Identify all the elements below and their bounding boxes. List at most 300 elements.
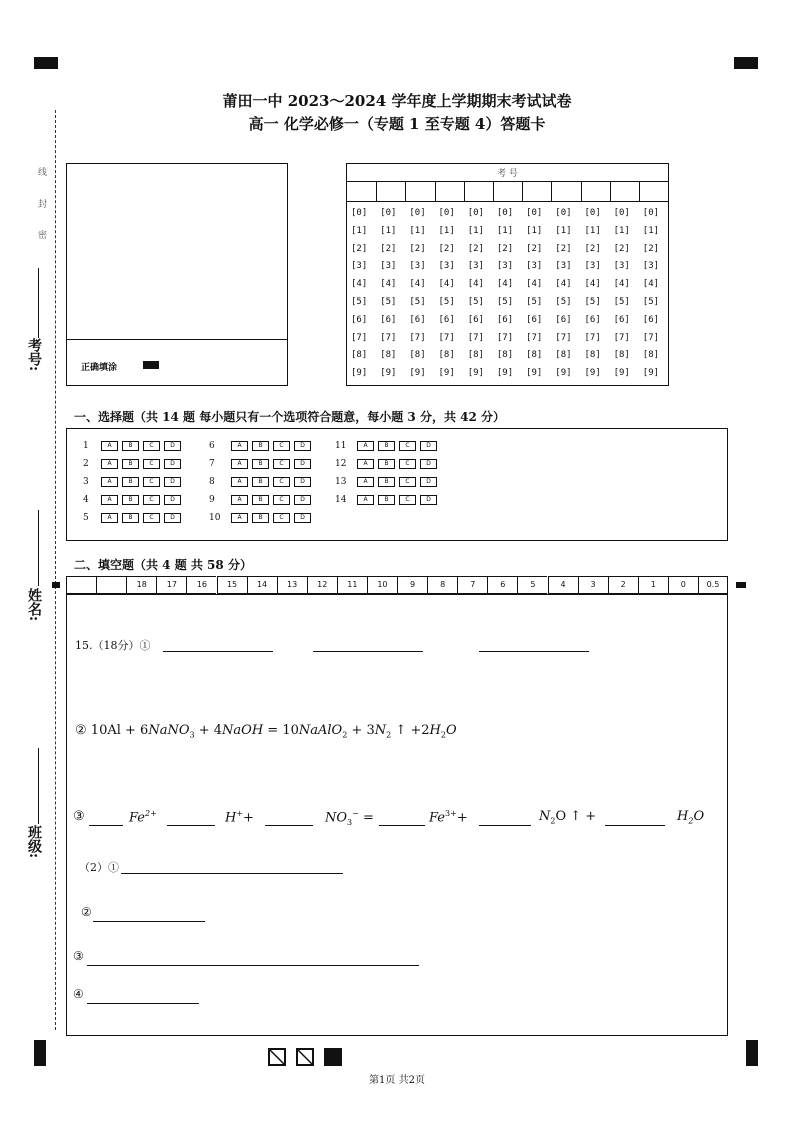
exam-number-col-divider: [551, 181, 552, 201]
score-cell[interactable]: 0.5: [698, 576, 728, 594]
exam-number-bubble[interactable]: [0]: [555, 208, 572, 218]
mcq-option-bubble[interactable]: B: [122, 441, 139, 451]
mcq-question: [209, 459, 315, 471]
exam-number-bubble[interactable]: [3]: [526, 261, 543, 272]
score-cell[interactable]: 1: [638, 576, 668, 594]
part2-4-label: ④: [73, 987, 84, 1001]
q15-blank-3[interactable]: [479, 639, 589, 652]
exam-number-bubble[interactable]: [1]: [351, 225, 368, 236]
score-cell[interactable]: 16: [186, 576, 216, 594]
mcq-option-bubble[interactable]: A: [101, 477, 118, 487]
mcq-question: [335, 441, 441, 453]
exam-number-bubble[interactable]: [1]: [642, 225, 660, 236]
q15-blank-1[interactable]: [163, 639, 273, 652]
exam-number-bubble[interactable]: [0]: [438, 208, 455, 218]
eq2-naalo-sub: 2: [342, 730, 348, 740]
mcq-option-bubble[interactable]: C: [143, 477, 160, 487]
exam-number-bubble[interactable]: [5]: [613, 297, 630, 307]
exam-number-bubble[interactable]: [8]: [351, 350, 368, 361]
name-field-line[interactable]: [38, 510, 39, 586]
eq2-prefix: ②: [75, 723, 87, 738]
mcq-question-number: 4: [83, 495, 89, 505]
exam-number-bubble[interactable]: [8]: [409, 350, 426, 361]
exam-number-bubble[interactable]: [3]: [438, 261, 455, 272]
score-cell[interactable]: 4: [548, 576, 578, 594]
mcq-option-bubble[interactable]: D: [420, 495, 437, 505]
mcq-option-bubble[interactable]: D: [420, 477, 437, 487]
mcq-question-number: 6: [209, 441, 215, 451]
seal-char-mi: 密: [38, 231, 48, 241]
score-cell[interactable]: 13: [277, 576, 307, 594]
score-cell[interactable]: 18: [126, 576, 156, 594]
bottom-mark-slash-2: [296, 1048, 314, 1066]
exam-number-bubble[interactable]: [2]: [613, 243, 630, 254]
eq2-nano: NaNO: [148, 723, 190, 738]
mcq-question: [83, 459, 185, 471]
exam-number-col-divider: [522, 181, 523, 201]
exam-number-bubble[interactable]: [2]: [467, 243, 484, 254]
exam-number-bubble[interactable]: [2]: [526, 243, 543, 254]
exam-number-bubble[interactable]: [9]: [496, 368, 514, 379]
q15-part2-3: [73, 949, 84, 963]
exam-number-bubble[interactable]: [7]: [467, 332, 484, 343]
exam-number-bubble[interactable]: [7]: [438, 332, 455, 343]
exam-number-col-divider: [435, 181, 436, 201]
q15-equation-2: [75, 723, 457, 740]
mcq-option-bubble[interactable]: B: [378, 495, 395, 505]
exam-number-bubble[interactable]: [3]: [380, 261, 397, 272]
exam-number-line-1: [347, 181, 668, 182]
eq3-blank-5[interactable]: [479, 811, 531, 826]
mcq-question: [209, 495, 315, 507]
exam-number-bubble[interactable]: [5]: [380, 297, 397, 307]
mcq-option-bubble[interactable]: B: [378, 477, 395, 487]
exam-number-bubble[interactable]: [2]: [642, 243, 660, 254]
mcq-option-bubble[interactable]: A: [101, 441, 118, 451]
exam-number-bubble[interactable]: [8]: [555, 350, 572, 361]
exam-number-bubble[interactable]: [8]: [526, 350, 543, 361]
exam-number-bubble[interactable]: [6]: [380, 314, 397, 325]
eq3-fe2: $Fe^{2+}$: [129, 809, 157, 826]
eq3-fe3: $Fe^{3+}+$: [429, 809, 468, 826]
mcq-option-bubble[interactable]: D: [294, 477, 311, 487]
barcode-divider: [67, 339, 287, 340]
exam-number-bubble[interactable]: [8]: [380, 350, 397, 361]
exam-number-col-divider: [581, 181, 582, 201]
q15-equation-3: [73, 809, 723, 829]
exam-number-bubble[interactable]: [0]: [496, 208, 514, 218]
exam-number-bubble[interactable]: [3]: [555, 261, 572, 272]
mcq-option-bubble[interactable]: B: [378, 441, 395, 451]
exam-number-bubble[interactable]: [4]: [642, 279, 660, 290]
part2-label: （2）①: [79, 861, 119, 874]
score-cell[interactable]: 7: [457, 576, 487, 594]
mcq-option-bubble[interactable]: A: [231, 441, 248, 451]
correct-fill-sample: [143, 361, 159, 369]
exam-number-bubble[interactable]: [7]: [496, 332, 514, 343]
score-cell[interactable]: 15: [217, 576, 247, 594]
exam-number-line-2: [347, 201, 668, 202]
exam-number-bubble[interactable]: [9]: [613, 368, 630, 379]
exam-number-bubble[interactable]: [0]: [380, 208, 397, 218]
section1-title: 一、选择题（共 14 题 每小题只有一个选项符合题意，每小题 3 分，共 42 分）: [74, 410, 505, 424]
mcq-question-number: 12: [335, 459, 347, 469]
mcq-option-bubble[interactable]: D: [164, 477, 181, 487]
part2-2-label: ②: [81, 905, 92, 919]
exam-number-bubble[interactable]: [0]: [613, 208, 630, 218]
exam-number-bubble[interactable]: [6]: [496, 314, 514, 325]
mcq-question: [83, 477, 185, 489]
exam-number-bubble[interactable]: [5]: [584, 297, 601, 307]
exam-number-bubble[interactable]: [0]: [467, 208, 484, 218]
exam-number-bubble[interactable]: [7]: [351, 332, 368, 343]
score-cell[interactable]: 14: [247, 576, 277, 594]
mcq-option-bubble[interactable]: A: [231, 513, 248, 523]
part2-blank-4[interactable]: [87, 989, 199, 1004]
score-cell[interactable]: 11: [337, 576, 367, 594]
exam-number-bubble[interactable]: [0]: [409, 208, 426, 218]
exam-number-bubble[interactable]: [3]: [409, 261, 426, 272]
exam-number-bubble[interactable]: [5]: [438, 297, 455, 307]
exam-number-bubble[interactable]: [1]: [555, 225, 572, 236]
eq2-h-sub: 2: [440, 730, 446, 740]
mcq-question-number: 9: [209, 495, 215, 505]
mcq-question: [83, 513, 185, 525]
score-cell[interactable]: 8: [427, 576, 457, 594]
mcq-option-bubble[interactable]: C: [399, 495, 416, 505]
corner-mark-bottom-left: [34, 1040, 46, 1066]
eq3-blank-1[interactable]: [89, 811, 123, 826]
mcq-option-bubble[interactable]: A: [231, 495, 248, 505]
section2-title: 二、填空题（共 4 题 共 58 分）: [74, 558, 252, 572]
exam-number-bubble[interactable]: [2]: [380, 243, 397, 254]
exam-no-label: 考号:: [26, 338, 42, 372]
page-subtitle: 高一 化学必修一（专题 1 至专题 4）答题卡: [248, 115, 546, 133]
exam-number-bubble[interactable]: [9]: [380, 368, 397, 379]
mcq-option-bubble[interactable]: D: [294, 513, 311, 523]
exam-number-bubble[interactable]: [5]: [351, 297, 368, 307]
exam-number-bubble[interactable]: [0]: [351, 208, 368, 218]
score-cell[interactable]: 10: [367, 576, 397, 594]
eq2-nano-sub: 3: [189, 730, 195, 740]
mcq-option-bubble[interactable]: C: [399, 459, 416, 469]
exam-number-bubble[interactable]: [3]: [351, 261, 368, 272]
exam-number-bubble[interactable]: [7]: [555, 332, 572, 343]
eq3-blank-3[interactable]: [265, 811, 313, 826]
exam-number-bubble[interactable]: [9]: [555, 368, 572, 379]
exam-number-bubble[interactable]: [1]: [438, 225, 455, 236]
exam-number-bubble[interactable]: [2]: [584, 243, 601, 254]
mcq-option-bubble[interactable]: D: [164, 459, 181, 469]
exam-number-bubble[interactable]: [1]: [613, 225, 630, 236]
name-label: 姓名:: [26, 588, 42, 622]
exam-number-bubble[interactable]: [0]: [584, 208, 601, 218]
corner-mark-top-right: [734, 57, 758, 69]
exam-number-bubble[interactable]: [4]: [496, 279, 514, 290]
exam-number-bubble[interactable]: [7]: [584, 332, 601, 343]
corner-mark-top-left: [34, 57, 58, 69]
eq2-naalo: NaAlO: [298, 723, 343, 738]
mcq-option-bubble[interactable]: B: [252, 459, 269, 469]
exam-number-bubble[interactable]: [1]: [467, 225, 484, 236]
q15-label: 15.（18分）①: [75, 639, 151, 652]
exam-number-bubble[interactable]: [0]: [642, 208, 660, 218]
barcode-area: [66, 163, 288, 386]
exam-number-bubble[interactable]: [4]: [613, 279, 630, 290]
mcq-option-bubble[interactable]: A: [357, 459, 374, 469]
score-cell[interactable]: 9: [397, 576, 427, 594]
mcq-question-number: 5: [83, 513, 89, 523]
mcq-option-bubble[interactable]: C: [143, 513, 160, 523]
exam-number-bubble[interactable]: [1]: [584, 225, 601, 236]
exam-number-col-divider: [493, 181, 494, 201]
mcq-option-bubble[interactable]: A: [101, 459, 118, 469]
score-cell[interactable]: 2: [608, 576, 638, 594]
exam-number-bubble[interactable]: [4]: [409, 279, 426, 290]
exam-number-bubble[interactable]: [5]: [526, 297, 543, 307]
exam-number-bubble[interactable]: [9]: [467, 368, 484, 379]
exam-number-bubble[interactable]: [8]: [584, 350, 601, 361]
mcq-option-bubble[interactable]: C: [143, 441, 160, 451]
bottom-mark-slash-1: [268, 1048, 286, 1066]
mcq-option-bubble[interactable]: D: [294, 459, 311, 469]
eq2-n-sub: 2: [386, 730, 392, 740]
eq2-o: O: [445, 723, 457, 738]
exam-number-bubble[interactable]: [7]: [409, 332, 426, 343]
exam-number-grid: [346, 163, 669, 386]
exam-number-bubble[interactable]: [6]: [642, 314, 660, 325]
exam-number-bubble[interactable]: [6]: [584, 314, 601, 325]
mcq-option-bubble[interactable]: D: [294, 441, 311, 451]
exam-number-bubble[interactable]: [8]: [467, 350, 484, 361]
eq2-part-f: = 10: [263, 723, 299, 738]
exam-number-bubble[interactable]: [2]: [409, 243, 426, 254]
score-mark-left: [52, 582, 60, 588]
q15-part2-1: [79, 859, 119, 875]
mcq-option-bubble[interactable]: B: [122, 477, 139, 487]
mcq-option-bubble[interactable]: D: [294, 495, 311, 505]
q15-part2-2: [81, 905, 92, 919]
mcq-option-bubble[interactable]: A: [357, 495, 374, 505]
exam-number-bubble[interactable]: [9]: [438, 368, 455, 379]
mcq-option-bubble[interactable]: D: [164, 495, 181, 505]
mcq-option-bubble[interactable]: A: [231, 459, 248, 469]
mcq-option-bubble[interactable]: B: [122, 459, 139, 469]
exam-number-bubble[interactable]: [4]: [351, 279, 368, 290]
mcq-question: [209, 477, 315, 489]
exam-number-bubble[interactable]: [1]: [380, 225, 397, 236]
eq2-part-l: ↑ +2: [391, 723, 430, 738]
exam-number-bubble[interactable]: [2]: [438, 243, 455, 254]
mcq-question-number: 1: [83, 441, 89, 451]
eq2-part-i: + 3: [347, 723, 375, 738]
mcq-option-bubble[interactable]: B: [252, 495, 269, 505]
eq2-h: H: [429, 723, 441, 738]
mcq-area: [66, 428, 728, 541]
exam-number-bubble[interactable]: [3]: [613, 261, 630, 272]
mcq-option-bubble[interactable]: B: [378, 459, 395, 469]
answer-area: [66, 594, 728, 1036]
mcq-option-bubble[interactable]: D: [164, 513, 181, 523]
mcq-option-bubble[interactable]: C: [143, 495, 160, 505]
exam-number-bubble[interactable]: [3]: [467, 261, 484, 272]
page-number: 第1页 共2页: [369, 1075, 425, 1086]
exam-number-col-divider: [405, 181, 406, 201]
q15-blank-2[interactable]: [313, 639, 423, 652]
exam-no-field-line[interactable]: [38, 268, 39, 338]
exam-number-bubble[interactable]: [4]: [380, 279, 397, 290]
exam-number-bubble[interactable]: [0]: [526, 208, 543, 218]
exam-number-bubble[interactable]: [4]: [584, 279, 601, 290]
exam-number-bubble[interactable]: [9]: [351, 368, 368, 379]
eq2-part-a: 10Al + 6: [90, 723, 149, 738]
exam-number-col-divider: [610, 181, 611, 201]
part2-blank-3[interactable]: [87, 951, 419, 966]
mcq-option-bubble[interactable]: C: [399, 477, 416, 487]
mcq-question-number: 14: [335, 495, 347, 505]
mcq-option-bubble[interactable]: C: [273, 441, 290, 451]
mcq-option-bubble[interactable]: B: [122, 495, 139, 505]
mcq-option-bubble[interactable]: D: [420, 441, 437, 451]
class-field-line[interactable]: [38, 748, 39, 824]
exam-number-bubble[interactable]: [6]: [555, 314, 572, 325]
seal-char-feng: 封: [38, 200, 48, 210]
corner-mark-bottom-right: [746, 1040, 758, 1066]
eq3-h: H++: [225, 809, 254, 826]
correct-fill-label: 正确填涂: [81, 363, 118, 373]
exam-number-col-divider: [639, 181, 640, 201]
mcq-option-bubble[interactable]: C: [273, 459, 290, 469]
exam-number-bubble[interactable]: [5]: [642, 297, 660, 307]
score-cell[interactable]: [96, 576, 126, 594]
exam-number-bubble[interactable]: [9]: [526, 368, 543, 379]
exam-number-bubble[interactable]: [8]: [642, 350, 660, 361]
exam-number-bubble[interactable]: [1]: [409, 225, 426, 236]
mcq-question-number: 8: [209, 477, 215, 487]
exam-number-bubble[interactable]: [6]: [351, 314, 368, 325]
score-cell[interactable]: 6: [487, 576, 517, 594]
mcq-question: [83, 495, 185, 507]
seal-char-xian: 线: [38, 168, 48, 178]
exam-number-bubble[interactable]: [4]: [555, 279, 572, 290]
exam-number-bubble[interactable]: [4]: [438, 279, 455, 290]
exam-number-bubble[interactable]: [3]: [642, 261, 660, 272]
mcq-option-bubble[interactable]: B: [252, 477, 269, 487]
mcq-question: [335, 459, 441, 471]
exam-number-bubble[interactable]: [1]: [496, 225, 514, 236]
exam-number-bubble[interactable]: [3]: [496, 261, 514, 272]
eq3-n2o: $N_2O$ ↑ +: [539, 809, 597, 826]
mcq-question-number: 7: [209, 459, 215, 469]
eq3-h2o: $H_2O$: [677, 809, 705, 826]
score-cell[interactable]: 3: [578, 576, 608, 594]
exam-number-bubble[interactable]: [4]: [467, 279, 484, 290]
mcq-option-bubble[interactable]: C: [399, 441, 416, 451]
score-cell[interactable]: 5: [517, 576, 547, 594]
mcq-option-bubble[interactable]: A: [357, 477, 374, 487]
exam-number-bubble[interactable]: [7]: [380, 332, 397, 343]
score-cell[interactable]: 12: [307, 576, 337, 594]
mcq-option-bubble[interactable]: C: [273, 495, 290, 505]
mcq-option-bubble[interactable]: C: [273, 513, 290, 523]
eq2-n: N: [374, 723, 387, 738]
exam-number-bubble[interactable]: [6]: [409, 314, 426, 325]
mcq-option-bubble[interactable]: B: [252, 513, 269, 523]
exam-number-bubble[interactable]: [7]: [526, 332, 543, 343]
eq3-blank-4[interactable]: [379, 811, 425, 826]
score-mark-right: [736, 582, 746, 588]
mcq-option-bubble[interactable]: A: [231, 477, 248, 487]
exam-number-bubble[interactable]: [2]: [351, 243, 368, 254]
score-cell[interactable]: 0: [668, 576, 698, 594]
exam-number-bubble[interactable]: [9]: [642, 368, 660, 379]
mcq-question-number: 11: [335, 441, 347, 451]
exam-number-bubble[interactable]: [5]: [496, 297, 514, 307]
mcq-option-bubble[interactable]: A: [101, 495, 118, 505]
mcq-question: [83, 441, 185, 453]
mcq-question-number: 2: [83, 459, 89, 469]
part2-blank-2[interactable]: [93, 907, 205, 922]
exam-number-bubble[interactable]: [9]: [584, 368, 601, 379]
mcq-option-bubble[interactable]: B: [252, 441, 269, 451]
seal-dotted-line: [55, 110, 56, 1030]
eq3-blank-2[interactable]: [167, 811, 215, 826]
eq3-prefix: ③: [73, 809, 85, 824]
exam-number-bubble[interactable]: [1]: [526, 225, 543, 236]
exam-number-bubble[interactable]: [8]: [438, 350, 455, 361]
part2-blank-1[interactable]: [121, 861, 343, 874]
exam-number-bubble[interactable]: [9]: [409, 368, 426, 379]
exam-number-bubble[interactable]: [7]: [613, 332, 630, 343]
score-cell[interactable]: [66, 576, 96, 594]
eq3-blank-6[interactable]: [605, 811, 665, 826]
exam-number-bubble[interactable]: [5]: [409, 297, 426, 307]
eq2-naoh: NaOH: [222, 723, 264, 738]
mcq-question: [209, 441, 315, 453]
exam-number-bubble[interactable]: [2]: [496, 243, 514, 254]
mcq-question: [209, 513, 315, 525]
mcq-option-bubble[interactable]: C: [273, 477, 290, 487]
mcq-question: [335, 495, 441, 507]
bottom-mark-solid: [324, 1048, 342, 1066]
exam-number-bubble[interactable]: [7]: [642, 332, 660, 343]
exam-number-title: 考 号: [497, 169, 518, 179]
exam-number-bubble[interactable]: [6]: [613, 314, 630, 325]
exam-number-bubble[interactable]: [5]: [555, 297, 572, 307]
score-cell[interactable]: 17: [156, 576, 186, 594]
mcq-question-number: 3: [83, 477, 89, 487]
q15-part2-4: [73, 987, 84, 1001]
exam-number-bubble[interactable]: [4]: [526, 279, 543, 290]
score-row: [66, 576, 728, 594]
exam-number-bubble[interactable]: [8]: [613, 350, 630, 361]
mcq-option-bubble[interactable]: A: [101, 513, 118, 523]
mcq-option-bubble[interactable]: D: [164, 441, 181, 451]
q15-row1: [75, 637, 151, 653]
exam-number-bubble[interactable]: [3]: [584, 261, 601, 272]
exam-number-bubble[interactable]: [6]: [467, 314, 484, 325]
exam-number-bubble[interactable]: [2]: [555, 243, 572, 254]
exam-number-bubble[interactable]: [5]: [467, 297, 484, 307]
exam-number-bubble[interactable]: [6]: [438, 314, 455, 325]
mcq-question-number: 10: [209, 513, 221, 523]
mcq-option-bubble[interactable]: D: [420, 459, 437, 469]
mcq-option-bubble[interactable]: C: [143, 459, 160, 469]
exam-number-bubble[interactable]: [6]: [526, 314, 543, 325]
mcq-option-bubble[interactable]: A: [357, 441, 374, 451]
exam-number-bubble[interactable]: [8]: [496, 350, 514, 361]
mcq-option-bubble[interactable]: B: [122, 513, 139, 523]
